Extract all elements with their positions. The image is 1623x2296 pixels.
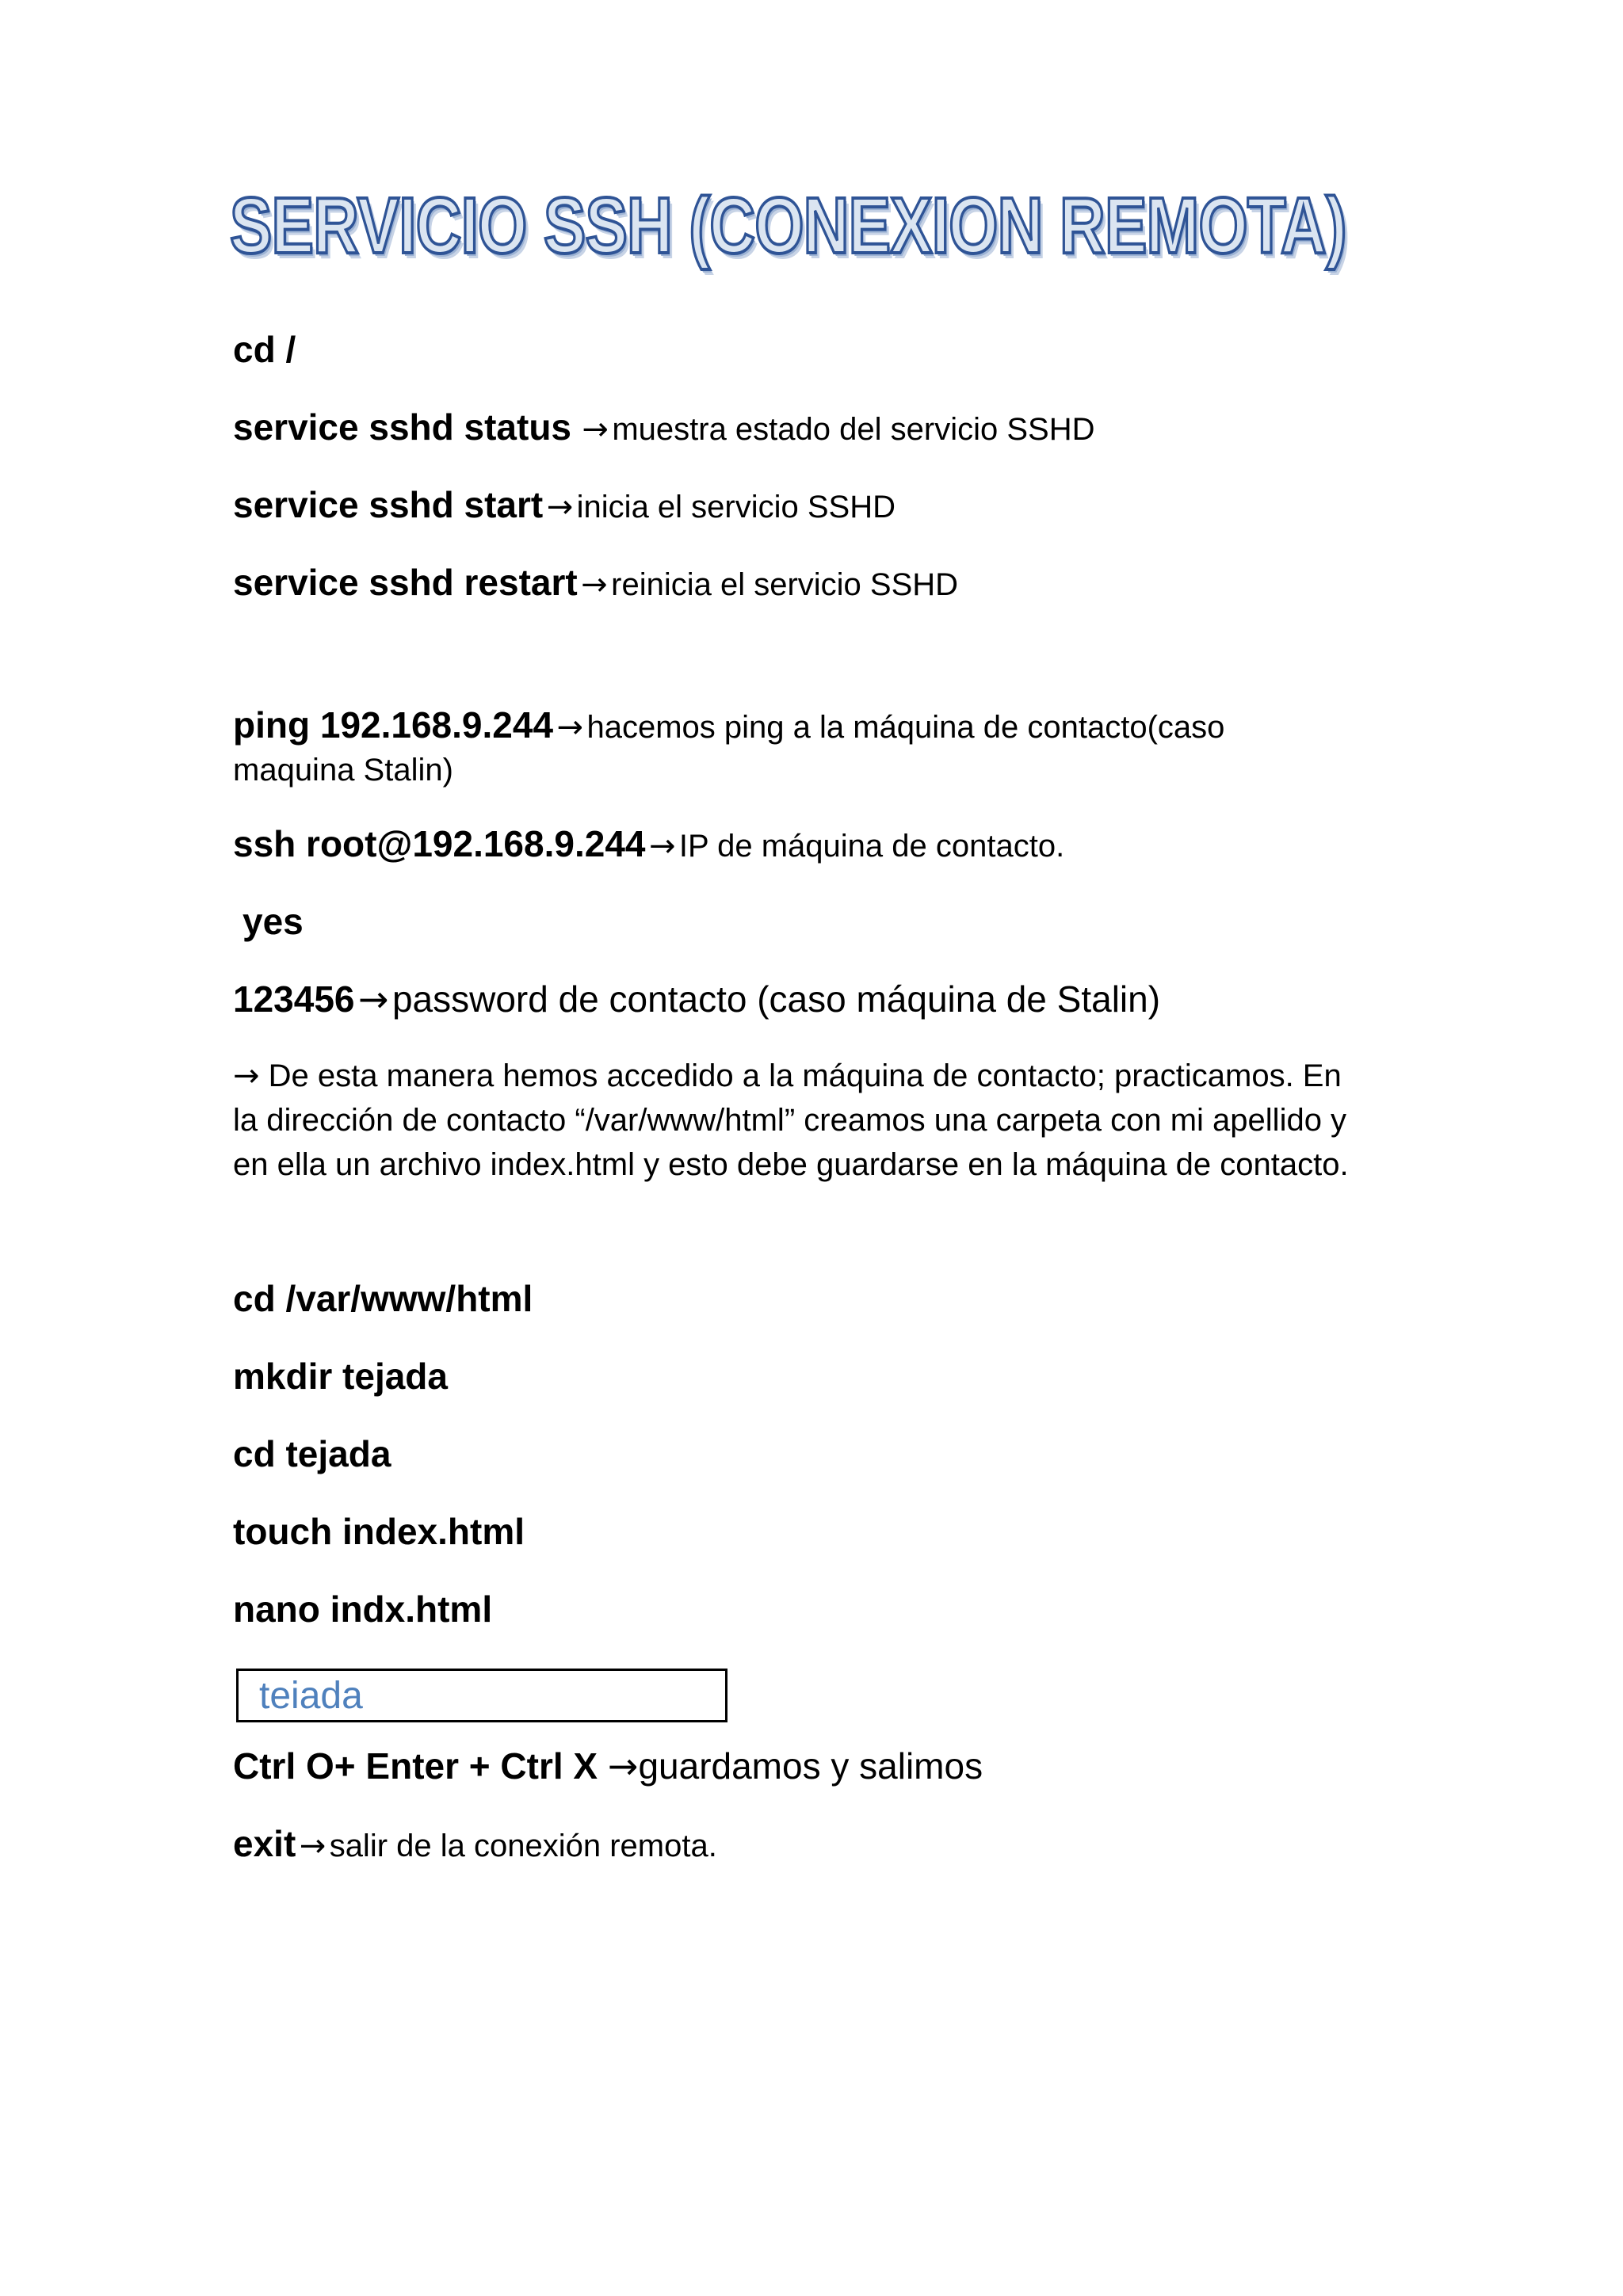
command-description: inicia el servicio SSHD [576, 490, 896, 524]
arrow-icon: → [299, 1828, 327, 1864]
command-description: guardamos y salimos [638, 1745, 983, 1787]
arrow-icon: → [582, 411, 609, 448]
command-line [233, 1825, 717, 1862]
command-description: hacemos ping a la máquina de contacto(caso [586, 710, 1225, 745]
command-line [233, 978, 1161, 1020]
arrow-icon: → [357, 978, 389, 1020]
file-content-text: teiada [259, 1675, 363, 1717]
arrow-icon: → [556, 709, 583, 746]
command-text: cd /var/www/html [233, 1278, 533, 1319]
file-content-box [236, 1669, 727, 1722]
command-line [233, 823, 1065, 864]
command-line [233, 406, 1095, 448]
command-description: password de contacto (caso máquina de Stalin) [391, 978, 1161, 1020]
arrow-icon: → [233, 1058, 260, 1094]
command-description-continued: maquina Stalin) [233, 753, 453, 788]
arrow-icon: → [648, 828, 676, 864]
command-description: muestra estado del servicio SSHD [612, 412, 1095, 447]
command-line [233, 1745, 983, 1787]
arrow-icon: → [581, 566, 608, 603]
command-text: ssh root@192.168.9.244 [233, 823, 646, 864]
command-text: cd tejada [233, 1433, 391, 1474]
command-text: Ctrl O+ Enter + Ctrl X [233, 1745, 608, 1787]
command-line [233, 564, 958, 601]
arrow-icon: → [607, 1745, 639, 1787]
command-text: touch index.html [233, 1511, 525, 1552]
command-text: cd / [233, 329, 296, 370]
command-text: nano indx.html [233, 1589, 493, 1630]
page-title: SERVICIO SSH (CONEXION REMOTA) [230, 181, 1346, 270]
command-text: mkdir tejada [233, 1356, 448, 1397]
command-text: service sshd restart [233, 562, 578, 603]
paragraph-line: → De esta manera hemos accedido a la máquina de contacto; practicamos. En [233, 1058, 1342, 1094]
paragraph-line: en ella un archivo index.html y esto debe guardarse en la máquina de contacto. [233, 1147, 1349, 1182]
command-text: yes [242, 901, 304, 942]
command-line [233, 331, 296, 368]
command-line [233, 486, 896, 523]
command-text: service sshd start [233, 484, 544, 525]
command-description: IP de máquina de contacto. [678, 829, 1065, 864]
command-text: exit [233, 1823, 296, 1864]
paragraph-line: la dirección de contacto “/var/www/html” creamos una carpeta con mi apellido y [233, 1103, 1347, 1138]
command-text: ping 192.168.9.244 [233, 704, 554, 746]
command-text: 123456 [233, 978, 355, 1020]
arrow-icon: → [546, 489, 574, 525]
command-description: salir de la conexión remota. [329, 1829, 717, 1863]
command-text: service sshd status [233, 406, 572, 448]
explanation-paragraph [233, 1054, 1406, 1187]
command-line [242, 903, 304, 940]
command-line [233, 704, 1225, 746]
command-description: reinicia el servicio SSHD [611, 567, 959, 602]
